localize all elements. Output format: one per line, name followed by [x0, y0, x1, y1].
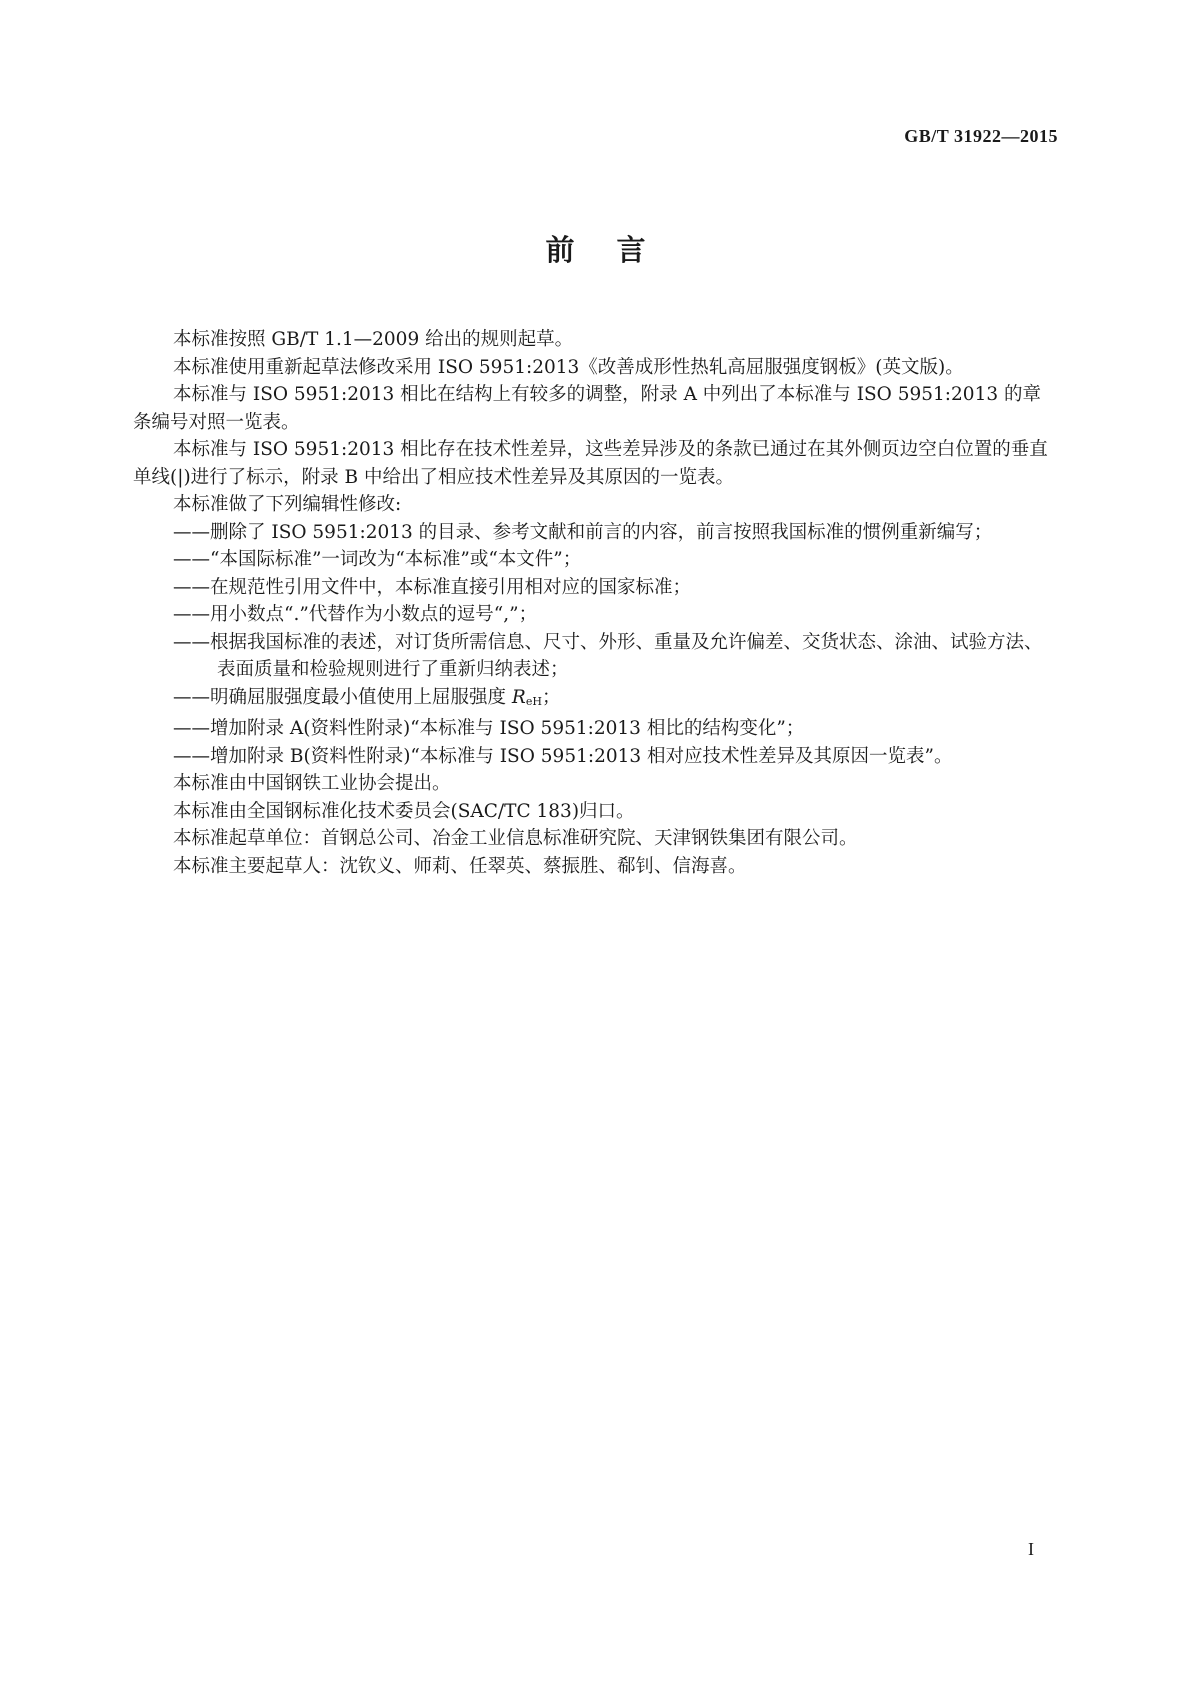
- paragraph-technical-differences: 本标准与 ISO 5951:2013 相比存在技术性差异，这些差异涉及的条款已通过在其外侧页边空白位置的垂直单线(|)进行了标示，附录 B 中给出了相应技术性差异及其原因的一览表。: [133, 439, 1048, 488]
- paragraph-drafting-rules: 本标准按照 GB/T 1.1—2009 给出的规则起草。: [173, 329, 574, 350]
- page-title: 前言: [545, 233, 688, 267]
- page-number: I: [1028, 1539, 1034, 1559]
- edit-text: ——明确屈服强度最小值使用上屈服强度: [173, 686, 512, 708]
- edit-item: ——根据我国标准的表述，对订货所需信息、尺寸、外形、重量及允许偏差、交货状态、涂油、试验方法、表面质量和检验规则进行了重新归纳表述；: [173, 631, 1043, 680]
- paragraph-proposer: 本标准由中国钢铁工业协会提出。: [173, 773, 451, 794]
- paragraph-drafters: 本标准主要起草人：沈钦义、师莉、任翠英、蔡振胜、郗钊、信海喜。: [173, 855, 747, 877]
- paragraph-drafting-units: 本标准起草单位：首钢总公司、冶金工业信息标准研究院、天津钢铁集团有限公司。: [173, 828, 858, 849]
- paragraph-editorial-intro: 本标准做了下列编辑性修改:: [173, 494, 402, 515]
- edit-item: ——增加附录 B(资料性附录)“本标准与 ISO 5951:2013 相对应技术性差异及其原因一览表”。: [173, 745, 953, 767]
- edit-item: ——用小数点“.”代替作为小数点的逗号“,”；: [173, 604, 538, 625]
- foreword-body: [133, 326, 1059, 880]
- edit-text-end: ；: [541, 686, 561, 708]
- paragraph-committee: 本标准由全国钢标准化技术委员会(SAC/TC 183)归口。: [173, 800, 635, 822]
- edit-item: ——“本国际标准”一词改为“本标准”或“本文件”；: [173, 549, 582, 570]
- paragraph-adoption: 本标准使用重新起草法修改采用 ISO 5951:2013《改善成形性热轧高屈服强度钢板》(英文版)。: [173, 356, 964, 378]
- standard-code: GB/T 31922—2015: [904, 126, 1058, 146]
- paragraph-structure: 本标准与 ISO 5951:2013 相比在结构上有较多的调整，附录 A 中列出了本标准与 ISO 5951:2013 的章条编号对照一览表。: [133, 384, 1041, 433]
- edit-item: ——增加附录 A(资料性附录)“本标准与 ISO 5951:2013 相比的结构变化”；: [173, 718, 805, 739]
- edit-item-yield-strength: [133, 684, 1059, 716]
- edit-item: ——删除了 ISO 5951:2013 的目录、参考文献和前言的内容，前言按照我国标准的惯例重新编写；: [173, 521, 993, 543]
- symbol-subscript: eH: [525, 694, 542, 708]
- edit-item: ——在规范性引用文件中，本标准直接引用相对应的国家标准；: [173, 576, 692, 598]
- symbol-r: R: [511, 686, 526, 708]
